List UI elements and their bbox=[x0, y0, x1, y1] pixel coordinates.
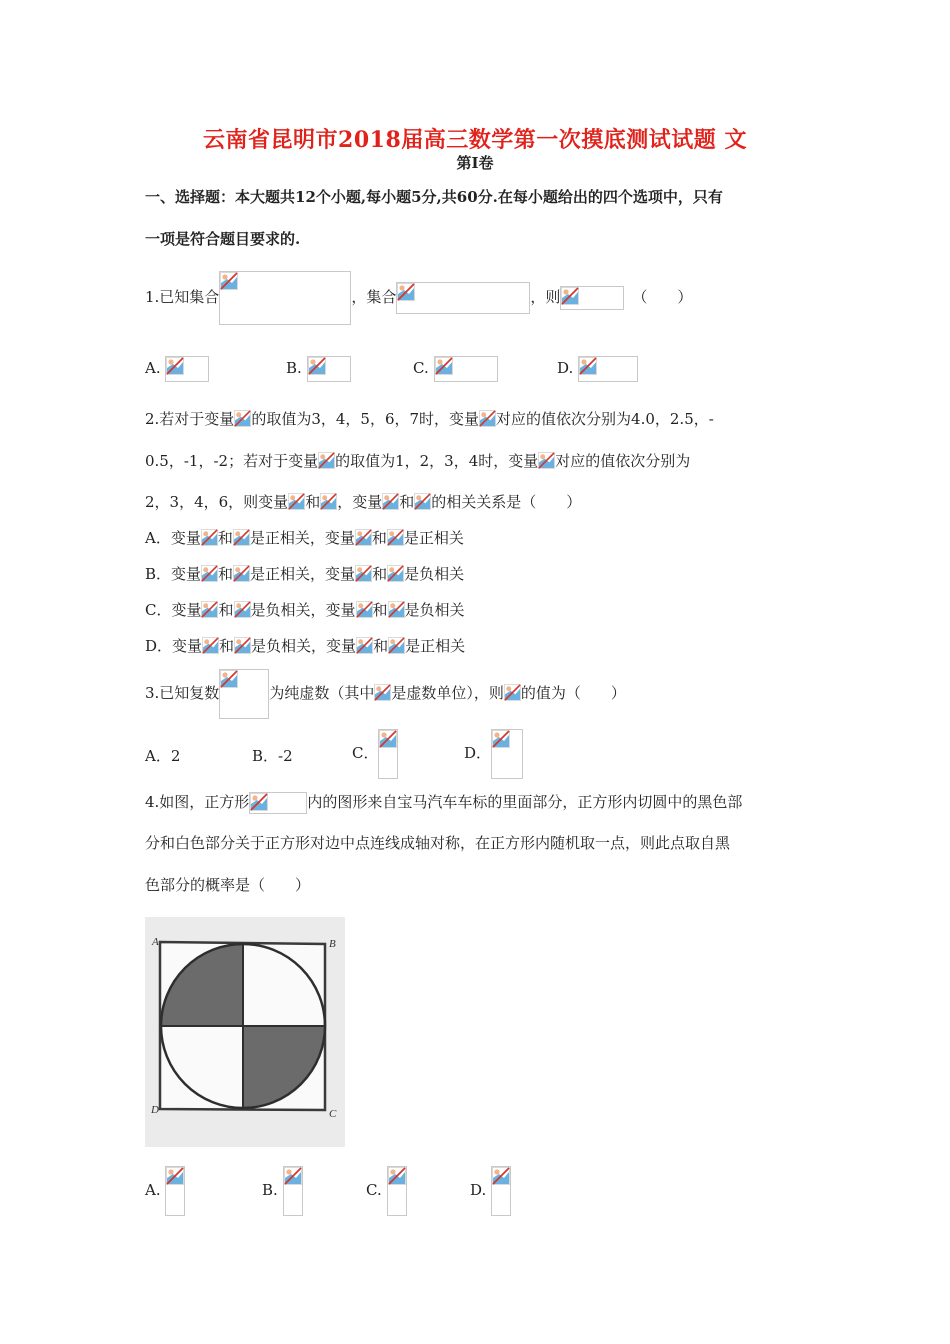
broken-image-icon bbox=[579, 357, 597, 375]
broken-image-icon bbox=[355, 565, 372, 582]
formula-image bbox=[165, 1166, 185, 1216]
q1-mid1: ，集合 bbox=[351, 288, 397, 306]
broken-image-icon bbox=[382, 493, 399, 510]
broken-image-icon bbox=[492, 730, 510, 748]
formula-image bbox=[378, 729, 398, 779]
square-inscribed-circle-diagram bbox=[145, 917, 345, 1147]
broken-image-icon bbox=[435, 357, 453, 375]
q2-option-a: A．变量 和 是正相关，变量 和 是正相关 bbox=[145, 529, 464, 547]
broken-image-icon bbox=[356, 637, 373, 654]
broken-image-icon bbox=[388, 1167, 406, 1185]
q4-option-d: D. bbox=[470, 1165, 511, 1216]
broken-image-icon bbox=[561, 287, 579, 305]
q4-option-b: B. bbox=[262, 1165, 303, 1216]
vertex-label-d: D bbox=[151, 1104, 159, 1116]
document-title: 云南省昆明市2018届高三数学第一次摸底测试试题 文 bbox=[203, 127, 747, 153]
vertex-label-c: C bbox=[329, 1108, 337, 1120]
formula-image bbox=[434, 356, 498, 382]
q2-option-c: C．变量 和 是负相关，变量 和 是负相关 bbox=[145, 601, 465, 619]
broken-image-icon bbox=[479, 410, 496, 427]
question-2-line3: 2，3，4，6，则变量 和 ，变量 和 的相关关系是（ ） bbox=[145, 493, 582, 511]
broken-image-icon bbox=[220, 272, 238, 290]
broken-image-icon bbox=[355, 529, 372, 546]
broken-image-icon bbox=[308, 357, 326, 375]
broken-image-icon bbox=[220, 670, 238, 688]
broken-image-icon bbox=[166, 1167, 184, 1185]
broken-image-icon bbox=[201, 529, 218, 546]
question-4-line1: 4.如图，正方形 内的图形来自宝马汽车车标的里面部分，正方形内切圆中的黑色部 bbox=[145, 791, 742, 814]
broken-image-icon bbox=[166, 357, 184, 375]
volume-subtitle: 第I卷 bbox=[456, 154, 494, 172]
broken-image-icon bbox=[388, 637, 405, 654]
q1-option-d: D. bbox=[557, 356, 638, 382]
section-instructions-line1: 一、选择题：本大题共12个小题,每小题5分,共60分.在每小题给出的四个选项中，只有 bbox=[145, 188, 723, 206]
q3-option-d: D． bbox=[464, 728, 523, 779]
vertex-label-a: A bbox=[152, 936, 159, 948]
formula-image bbox=[219, 669, 269, 719]
broken-image-icon bbox=[374, 684, 391, 701]
q1-answer-paren: （ ） bbox=[632, 288, 693, 306]
q3-option-c: C． bbox=[352, 728, 398, 779]
section-instructions-line2: 一项是符合题目要求的. bbox=[145, 230, 301, 248]
q2-option-d: D．变量 和 是负相关，变量 和 是正相关 bbox=[145, 637, 466, 655]
q4-option-c: C. bbox=[366, 1165, 407, 1216]
broken-image-icon bbox=[201, 601, 218, 618]
broken-image-icon bbox=[234, 601, 251, 618]
broken-image-icon bbox=[387, 565, 404, 582]
question-1 bbox=[145, 270, 692, 325]
q1-option-b: B. bbox=[286, 356, 351, 382]
broken-image-icon bbox=[288, 493, 305, 510]
formula-image bbox=[396, 282, 530, 314]
formula-image bbox=[283, 1166, 303, 1216]
formula-image bbox=[249, 792, 307, 814]
vertex-label-b: B bbox=[329, 938, 336, 950]
formula-image bbox=[491, 1166, 511, 1216]
q1-prefix: 1.已知集合 bbox=[145, 288, 220, 306]
broken-image-icon bbox=[397, 283, 415, 301]
broken-image-icon bbox=[414, 493, 431, 510]
broken-image-icon bbox=[233, 565, 250, 582]
formula-image bbox=[219, 271, 351, 325]
q1-mid2: ，则 bbox=[530, 288, 561, 306]
formula-image bbox=[578, 356, 638, 382]
broken-image-icon bbox=[250, 793, 268, 811]
broken-image-icon bbox=[234, 410, 251, 427]
formula-image bbox=[560, 286, 624, 310]
broken-image-icon bbox=[387, 529, 404, 546]
question-2-line2: 0.5，-1，-2；若对于变量 的取值为1，2，3，4时，变量 对应的值依次分别为 bbox=[145, 452, 691, 470]
broken-image-icon bbox=[320, 493, 337, 510]
formula-image bbox=[491, 729, 523, 779]
q2-option-b: B．变量 和 是正相关，变量 和 是负相关 bbox=[145, 565, 465, 583]
q1-option-a: A. bbox=[145, 356, 209, 382]
broken-image-icon bbox=[388, 601, 405, 618]
broken-image-icon bbox=[504, 684, 521, 701]
broken-image-icon bbox=[379, 730, 397, 748]
broken-image-icon bbox=[538, 452, 555, 469]
broken-image-icon bbox=[318, 452, 335, 469]
broken-image-icon bbox=[234, 637, 251, 654]
formula-image bbox=[387, 1166, 407, 1216]
q3-option-a: A．2 bbox=[145, 747, 181, 765]
broken-image-icon bbox=[233, 529, 250, 546]
question-4-line2: 分和白色部分关于正方形对边中点连线成轴对称，在正方形内随机取一点，则此点取自黑 bbox=[145, 834, 731, 852]
formula-image bbox=[307, 356, 351, 382]
broken-image-icon bbox=[201, 565, 218, 582]
broken-image-icon bbox=[356, 601, 373, 618]
broken-image-icon bbox=[284, 1167, 302, 1185]
bmw-logo-figure bbox=[145, 917, 345, 1147]
question-4-line3: 色部分的概率是（ ） bbox=[145, 876, 311, 894]
q4-option-a: A. bbox=[145, 1165, 185, 1216]
question-3: 3.已知复数 为纯虚数（其中 是虚数单位），则 的值为（ ） bbox=[145, 668, 626, 719]
question-2-line1: 2.若对于变量 的取值为3，4，5，6，7时，变量 对应的值依次分别为4.0，2.5，- bbox=[145, 410, 714, 428]
q1-option-c: C. bbox=[413, 356, 498, 382]
broken-image-icon bbox=[492, 1167, 510, 1185]
formula-image bbox=[165, 356, 209, 382]
broken-image-icon bbox=[202, 637, 219, 654]
q3-option-b: B．-2 bbox=[252, 747, 293, 765]
